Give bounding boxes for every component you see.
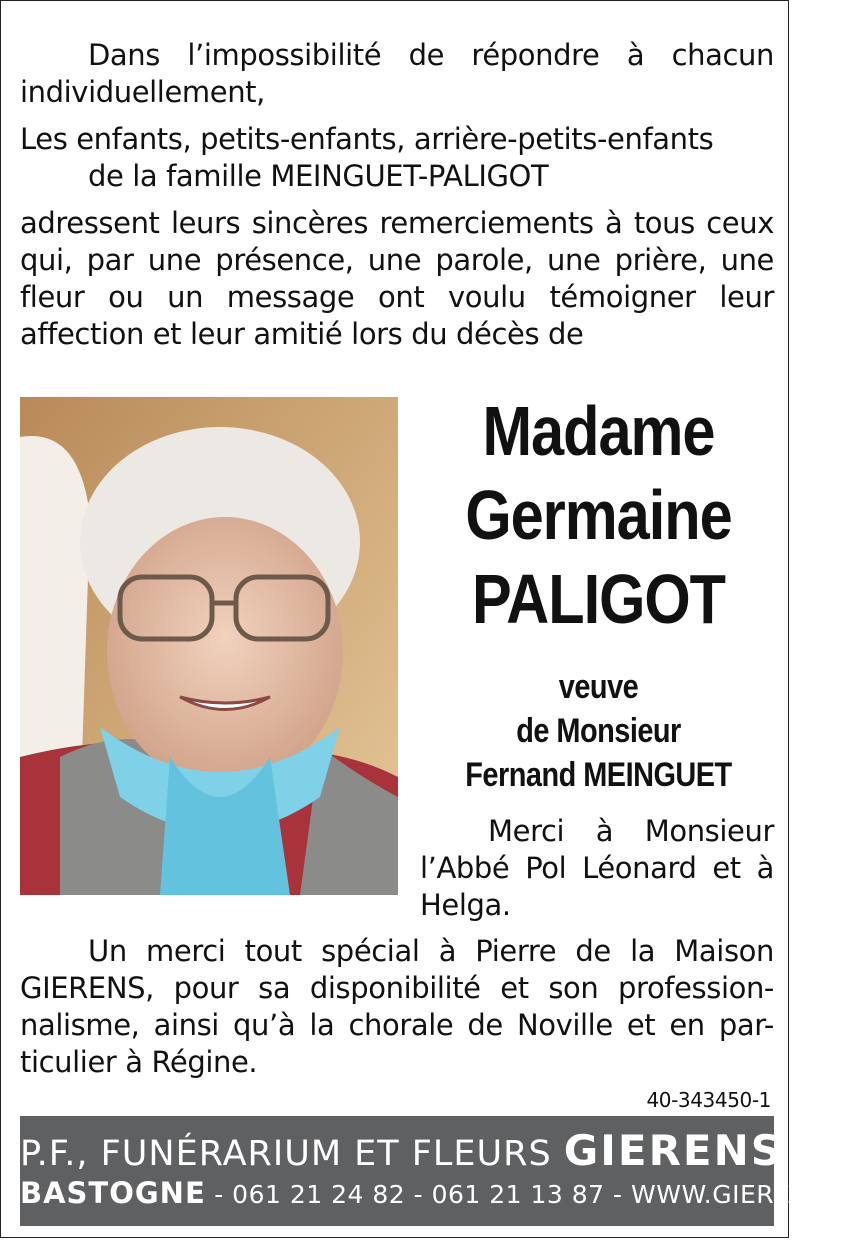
deceased-first-name: Germaine — [465, 476, 732, 554]
closing-text — [20, 933, 774, 1081]
widow-of-line-3: Fernand MEINGUET — [465, 756, 732, 794]
family-line: Les enfants, petits-enfants, arrière-petits-enfants — [20, 122, 714, 156]
funeral-home-banner — [20, 1116, 868, 1226]
deceased-last-name: PALIGOT — [472, 560, 725, 638]
portrait-photo — [20, 397, 398, 895]
deceased-title: Madame — [482, 392, 715, 470]
intro-body: adressent leurs sincères remerciements à tous ceux qui, par une présence, une parole, une prière, une fleur ou un message ont voulu témoigner leur affection et leur amitié lors du décès de — [20, 206, 774, 351]
widow-of-line-2: de Monsieur — [516, 712, 681, 750]
widow-of-line-1: veuve — [558, 668, 639, 706]
funeral-home-contact — [20, 1176, 868, 1210]
intro-line: Dans l’impossibilité de répondre à chacun individuellement, — [20, 38, 774, 109]
funeral-home-title — [20, 1126, 784, 1175]
deceased-name-block — [448, 389, 750, 797]
company-prefix: P.F., FUNÉRARIUM ET FLEURS — [20, 1134, 552, 1174]
closing-paragraph: Un merci tout spécial à Pierre de la Maison GIERENS, pour sa disponibilité et son profession-nalisme, ainsi qu’à la chorale de Noville et en par-ticulier à Régine. — [20, 934, 774, 1079]
company-name: GIERENS — [563, 1126, 784, 1175]
family-name-line: de la famille MEINGUET-PALIGOT — [88, 159, 549, 193]
company-city: BASTOGNE — [20, 1176, 206, 1210]
thanks-paragraph: Merci à Monsieur l’Abbé Pol Léonard et à Helga. — [420, 814, 774, 922]
widow-of-block — [448, 665, 750, 797]
company-contact: - 061 21 24 82 - 061 21 13 87 - WWW.GIERENS.BE — [214, 1180, 868, 1209]
intro-text — [20, 37, 774, 353]
thanks-text — [420, 813, 774, 924]
reference-number: 40-343450-1 — [646, 1088, 771, 1112]
